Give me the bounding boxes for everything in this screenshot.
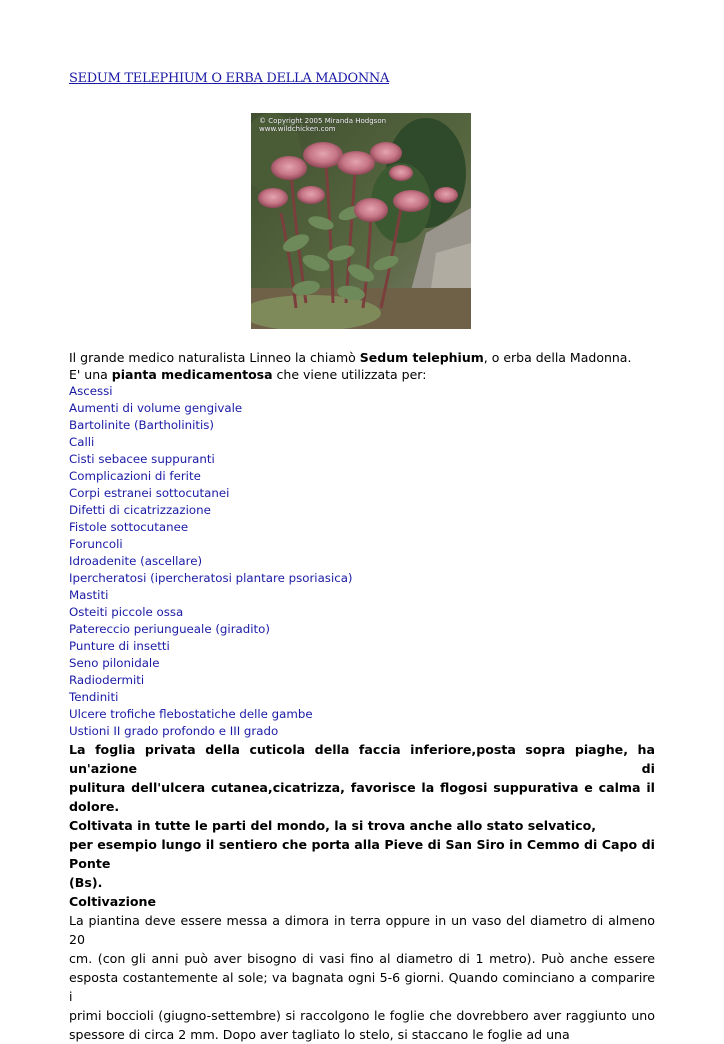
intro-text: Il grande medico naturalista Linneo la chiamò <box>69 350 360 365</box>
sedum-photo <box>251 113 471 329</box>
list-item: Ipercheratosi (ipercheratosi plantare psoriasica) <box>69 571 353 585</box>
list-item: Fistole sottocutanee <box>69 520 189 534</box>
list-item: Calli <box>69 435 95 449</box>
document-body <box>69 349 655 1044</box>
cultivation-line: spessore di circa 2 mm. Dopo aver tagliato lo stelo, si staccano le foglie ad una <box>69 1027 570 1042</box>
list-item: Complicazioni di ferite <box>69 469 201 483</box>
list-item: Difetti di cicatrizzazione <box>69 503 211 517</box>
list-item: Idroadenite (ascellare) <box>69 554 203 568</box>
bold-line: per esempio lungo il sentiero che porta alla Pieve di San Siro in Cemmo di Capo di Ponte <box>69 837 655 871</box>
cultivation-line: esposta costantemente al sole; va bagnata ogni 5-6 giorni. Quando cominciano a comparire i <box>69 970 655 1004</box>
cultivation-line: La piantina deve essere messa a dimora in terra oppure in un vaso del diametro di almeno 20 <box>69 913 655 947</box>
medicinal-plant-label: pianta medicamentosa <box>111 367 273 382</box>
bold-line: La foglia privata della cuticola della faccia inferiore,posta sopra piaghe, ha un'azione di <box>69 742 655 776</box>
cultivation-heading: Coltivazione <box>69 894 157 909</box>
leaf-usage-paragraph <box>69 740 655 911</box>
list-item: Tendiniti <box>69 690 119 704</box>
list-item: Foruncoli <box>69 537 123 551</box>
cultivation-line: cm. (con gli anni può aver bisogno di vasi fino al diametro di 1 metro). Può anche essere <box>69 951 655 966</box>
photo-copyright <box>259 117 386 133</box>
list-item: Cisti sebacee suppuranti <box>69 452 215 466</box>
copyright-line-2: www.wildchicken.com <box>259 125 336 133</box>
bold-line: (Bs). <box>69 875 103 890</box>
list-item: Mastiti <box>69 588 109 602</box>
list-item: Radiodermiti <box>69 673 145 687</box>
bold-line: Coltivata in tutte le parti del mondo, la si trova anche allo stato selvatico, <box>69 818 597 833</box>
sedum-photo-drawing <box>251 113 471 329</box>
list-item: Osteiti piccole ossa <box>69 605 184 619</box>
list-item: Ascessi <box>69 384 113 398</box>
intro-text: , o erba della Madonna. <box>483 350 632 365</box>
list-item: Aumenti di volume gengivale <box>69 401 243 415</box>
list-item: Punture di insetti <box>69 639 170 653</box>
list-item: Bartolinite (Bartholinitis) <box>69 418 215 432</box>
list-item: Patereccio periungueale (giradito) <box>69 622 270 636</box>
list-item: Ulcere trofiche flebostatiche delle gambe <box>69 707 313 721</box>
intro-text: che viene utilizzata per: <box>272 367 427 382</box>
list-item: Seno pilonidale <box>69 656 160 670</box>
list-item: Ustioni II grado profondo e III grado <box>69 724 279 738</box>
document-title: SEDUM TELEPHIUM O ERBA DELLA MADONNA <box>69 71 390 86</box>
intro-paragraph <box>69 349 655 383</box>
bold-line: pulitura dell'ulcera cutanea,cicatrizza, favorisce la flogosi suppurativa e calma il dolore. <box>69 780 655 814</box>
intro-line-2 <box>69 366 655 383</box>
list-item: Corpi estranei sottocutanei <box>69 486 230 500</box>
cultivation-paragraph <box>69 911 655 1044</box>
cultivation-line: primi boccioli (giugno-settembre) si raccolgono le foglie che dovrebbero aver raggiunto uno <box>69 1008 655 1023</box>
copyright-line-1: © Copyright 2005 Miranda Hodgson <box>259 117 387 125</box>
intro-line-1 <box>69 349 655 366</box>
intro-text: E' una <box>69 367 112 382</box>
uses-list <box>69 383 655 740</box>
species-name: Sedum telephium <box>359 350 484 365</box>
